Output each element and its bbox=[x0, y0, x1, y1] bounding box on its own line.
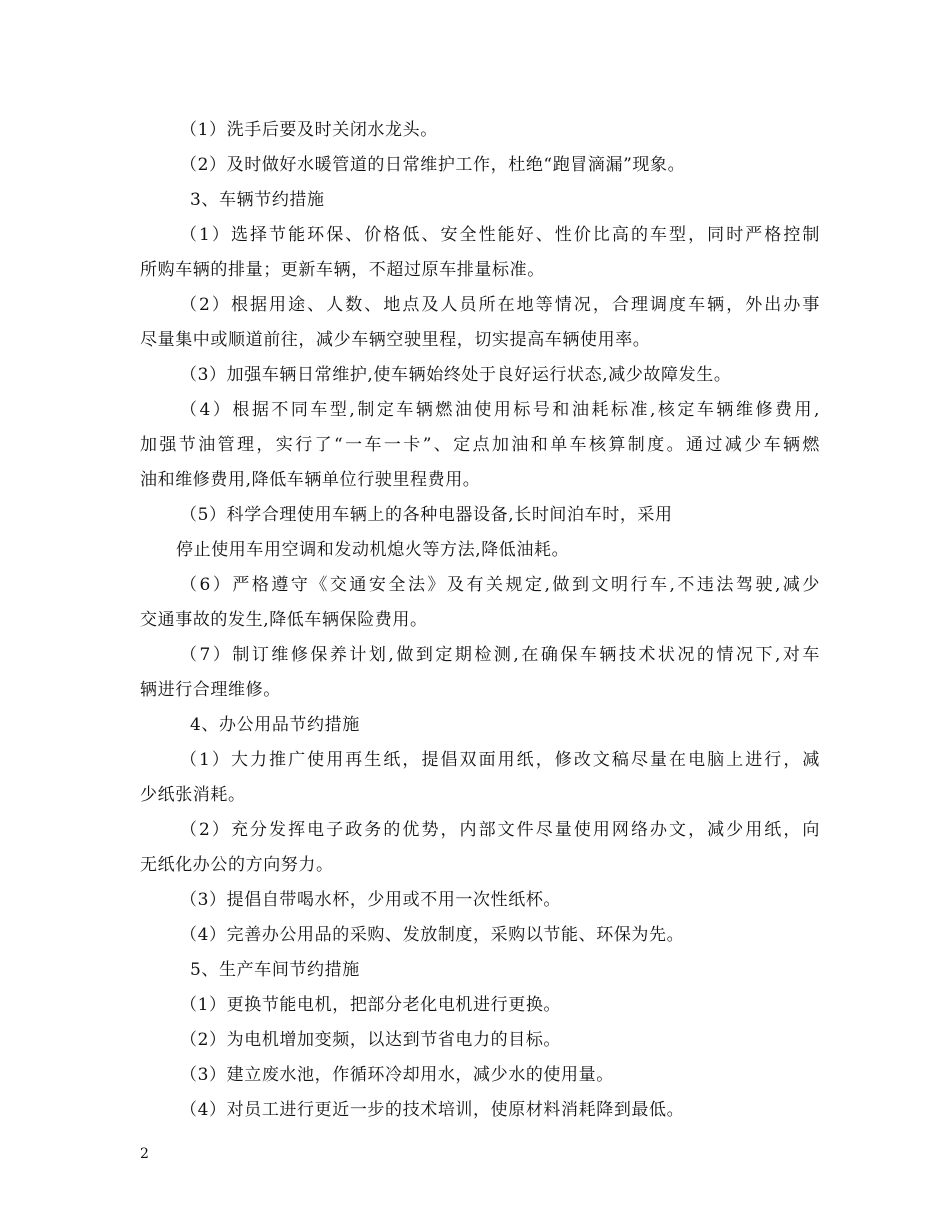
paragraph-line: （2）及时做好水暖管道的日常维护工作，杜绝“跑冒滴漏”现象。 bbox=[180, 155, 686, 175]
paragraph-line: （1）洗手后要及时关闭水龙头。 bbox=[180, 120, 438, 140]
section-heading: 3、车辆节约措施 bbox=[190, 190, 325, 210]
paragraph-line: 尽量集中或顺道前往，减少车辆空驶里程，切实提高车辆使用率。 bbox=[140, 330, 651, 350]
paragraph-line: （7）制订维修保养计划,做到定期检测,在确保车辆技术状况的情况下,对车 bbox=[180, 645, 820, 665]
paragraph-line: （4）完善办公用品的采购、发放制度，采购以节能、环保为先。 bbox=[180, 925, 685, 945]
paragraph-line: （2）充分发挥电子政务的优势，内部文件尽量使用网络办文，减少用纸，向 bbox=[180, 820, 820, 840]
paragraph-line: 停止使用车用空调和发动机熄火等方法,降低油耗。 bbox=[176, 540, 570, 560]
paragraph-line: 油和维修费用,降低车辆单位行驶里程费用。 bbox=[140, 470, 481, 490]
section-heading: 5、生产车间节约措施 bbox=[190, 960, 360, 980]
paragraph-line: 少纸张消耗。 bbox=[140, 785, 246, 805]
paragraph-line: 加强节油管理，实行了“一车一卡”、定点加油和单车核算制度。通过减少车辆燃 bbox=[140, 435, 820, 455]
paragraph-line: （6）严格遵守《交通安全法》及有关规定,做到文明行车,不违法驾驶,减少 bbox=[180, 575, 820, 595]
page-number: 2 bbox=[140, 1146, 149, 1162]
paragraph-line: （3）提倡自带喝水杯，少用或不用一次性纸杯。 bbox=[180, 890, 562, 910]
paragraph-line: （3）建立废水池，作循环冷却用水，减少水的使用量。 bbox=[180, 1065, 614, 1085]
paragraph-line: 所购车辆的排量；更新车辆，不超过原车排量标准。 bbox=[140, 260, 545, 280]
paragraph-line: （5）科学合理使用车辆上的各种电器设备,长时间泊车时，采用 bbox=[180, 505, 673, 525]
paragraph-line: （4）根据不同车型,制定车辆燃油使用标号和油耗标准,核定车辆维修费用, bbox=[180, 400, 820, 420]
paragraph-line: 辆进行合理维修。 bbox=[140, 680, 281, 700]
paragraph-line: （1）选择节能环保、价格低、安全性能好、性价比高的车型，同时严格控制 bbox=[180, 225, 820, 245]
paragraph-line: 无纸化办公的方向努力。 bbox=[140, 855, 334, 875]
section-heading: 4、办公用品节约措施 bbox=[190, 715, 360, 735]
paragraph-line: （1）大力推广使用再生纸，提倡双面用纸，修改文稿尽量在电脑上进行，减 bbox=[180, 750, 820, 770]
paragraph-line: （2）根据用途、人数、地点及人员所在地等情况，合理调度车辆，外出办事 bbox=[180, 295, 820, 315]
paragraph-line: （2）为电机增加变频，以达到节省电力的目标。 bbox=[180, 1030, 562, 1050]
paragraph-line: （3）加强车辆日常维护,使车辆始终处于良好运行状态,减少故障发生。 bbox=[180, 365, 732, 385]
paragraph-line: （1）更换节能电机，把部分老化电机进行更换。 bbox=[180, 995, 562, 1015]
paragraph-line: （4）对员工进行更近一步的技术培训，使原材料消耗降到最低。 bbox=[180, 1100, 685, 1120]
paragraph-line: 交通事故的发生,降低车辆保险费用。 bbox=[140, 610, 428, 630]
